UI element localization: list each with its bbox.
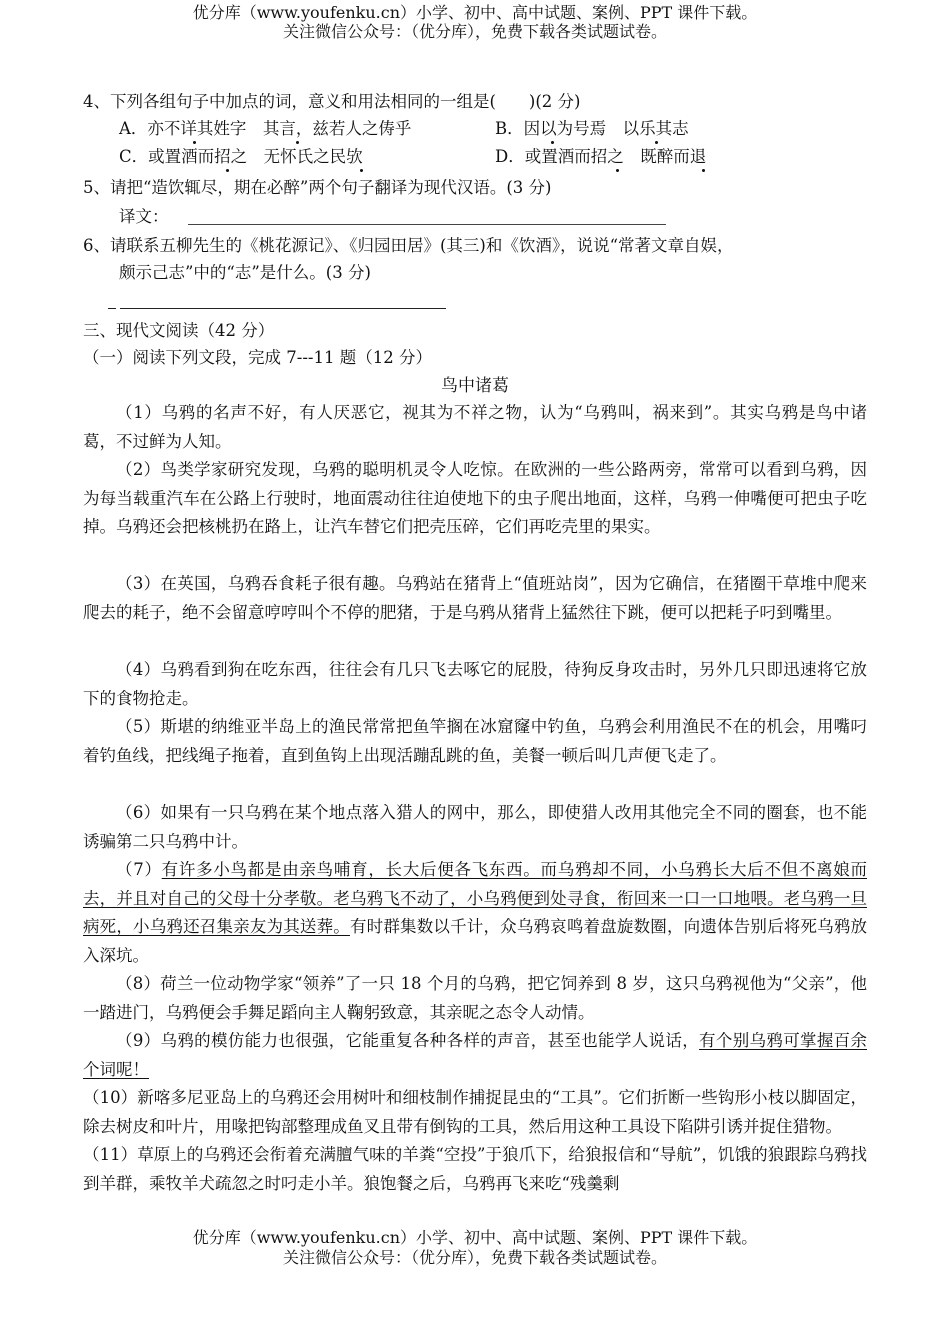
article-title: 鸟中诸葛 xyxy=(441,376,509,396)
emphasis-dot xyxy=(193,141,196,144)
q4-option-d: D．或置酒而招之 既醉而退 xyxy=(495,147,707,166)
paragraph-9 xyxy=(83,1027,867,1084)
header-line-1: 优分库（www.youfenku.cn）小学、初中、高中试题、案例、PPT 课件下载。 xyxy=(192,3,758,22)
section-heading: 三、现代文阅读（42 分） xyxy=(83,321,275,340)
q6-answer-line-start xyxy=(108,308,116,309)
paragraph-7-rest: 有时群集数以千计，众乌鸦哀鸣着盘旋数圈，向遗体告别后将死乌鸦放入深坑。 xyxy=(83,917,868,966)
paragraph-9-underlined: 有个别乌鸦可掌握百余个词呢！ xyxy=(83,1031,868,1079)
emphasis-dot xyxy=(655,141,658,144)
paragraph-2: （2）鸟类学家研究发现，乌鸦的聪明机灵令人吃惊。在欧洲的一些公路两旁，常常可以看到乌鸦，因为每当载重汽车在公路上行驶时，地面震动往往迫使地下的虫子爬出地面，这样，乌鸦一伸嘴便可把虫子吃掉。乌鸦还会把核桃扔在路上，让汽车替它们把壳压碎，它们再吃壳里的果实。 xyxy=(83,460,867,537)
paragraph-11: （11）草原上的乌鸦还会衔着充满膻气味的羊粪“空投”于狼爪下，给狼报信和“导航”，饥饿的狼跟踪乌鸦找到羊群，乘牧羊犬疏忽之时叼走小羊。狼饱餐之后，乌鸦再飞来吃“残羹剩 xyxy=(83,1145,867,1193)
paragraph-9-main: （9）乌鸦的模仿能力也很强，它能重复各种各样的声音，甚至也能学人说话， xyxy=(116,1031,700,1050)
emphasis-dot xyxy=(551,141,554,144)
q4-option-c: C．或置酒而招之 无怀氏之民欤 xyxy=(119,147,363,166)
paragraph-7-underlined: 有许多小鸟都是由亲鸟哺育，长大后便各飞东西。而乌鸦却不同，小乌鸦长大后不但不离娘而去，并且对自己的父母十分孝敬。老乌鸦飞不动了，小乌鸦便到处寻食，衔回来一口一口地喂。老乌鸦一旦病死，小乌鸦还召集亲友为其送葬。 xyxy=(83,860,868,937)
paragraph-4: （4）乌鸦看到狗在吃东西，往往会有几只飞去啄它的屁股，待狗反身攻击时，另外几只即迅速将它放下的食物抢走。 xyxy=(83,660,867,708)
paragraph-10: （10）新喀多尼亚岛上的乌鸦还会用树叶和细枝制作捕捉昆虫的“工具”。它们折断一些钩形小枝以脚固定，除去树皮和叶片，用喙把钩部整理成鱼叉且带有倒钩的工具，然后用这种工具设下陷阱引诱并捉住猎物。 xyxy=(83,1088,867,1136)
paragraph-8: （8）荷兰一位动物学家“领养”了一只 18 个月的乌鸦，把它饲养到 8 岁，这只乌鸦视他为“父亲”，他一踏进门，乌鸦便会手舞足蹈向主人鞠躬致意，其亲昵之态令人动情。 xyxy=(83,974,867,1022)
emphasis-dot xyxy=(226,169,229,172)
q4-option-a: A．亦不详其姓字 其言，兹若人之俦乎 xyxy=(119,119,412,138)
q6-stem-line-2: 颇示己志”中的“志”是什么。(3 分) xyxy=(119,263,371,282)
paragraph-1: （1）乌鸦的名声不好，有人厌恶它，视其为不祥之物，认为“乌鸦叫，祸来到”。其实乌鸦是鸟中诸葛，不过鲜为人知。 xyxy=(83,403,867,451)
q5-stem: 5、请把“造饮辄尽，期在必醉”两个句子翻译为现代汉语。(3 分) xyxy=(83,178,552,197)
emphasis-dot xyxy=(702,169,705,172)
paragraph-7-number: （7） xyxy=(116,860,162,879)
paragraph-7 xyxy=(83,856,867,971)
q4-stem: 4、下列各组句子中加点的词，意义和用法相同的一组是( )(2 分) xyxy=(83,92,581,111)
q6-answer-line xyxy=(120,308,446,309)
emphasis-dot xyxy=(360,169,363,172)
header-line-2: 关注微信公众号：（优分库），免费下载各类试题试卷。 xyxy=(282,22,667,41)
footer-line-2: 关注微信公众号：（优分库），免费下载各类试题试卷。 xyxy=(282,1248,667,1267)
q5-answer-label: 译文： xyxy=(119,207,169,226)
paragraph-6: （6）如果有一只乌鸦在某个地点落入猎人的网中，那么，即使猎人改用其他完全不同的圈套，也不能诱骗第二只乌鸦中计。 xyxy=(83,803,867,851)
q4-option-b: B．因以为号焉 以乐其志 xyxy=(495,119,689,138)
q5-answer-line xyxy=(188,224,666,225)
part-heading: （一）阅读下列文段，完成 7---11 题（12 分） xyxy=(83,348,432,367)
paragraph-3: （3）在英国，乌鸦吞食耗子很有趣。乌鸦站在猪背上“值班站岗”，因为它确信，在猪圈干草堆中爬来爬去的耗子，绝不会留意哼哼叫个不停的肥猪，于是乌鸦从猪背上猛然往下跳，便可以把耗子叼到嘴里。 xyxy=(83,574,867,622)
paragraph-5: （5）斯堪的纳维亚半岛上的渔民常常把鱼竿搁在冰窟窿中钓鱼，乌鸦会利用渔民不在的机会，用嘴叼着钓鱼线，把线绳子拖着，直到鱼钩上出现活蹦乱跳的鱼，美餐一顿后叫几声便飞走了。 xyxy=(83,717,867,765)
footer-line-1: 优分库（www.youfenku.cn）小学、初中、高中试题、案例、PPT 课件下载。 xyxy=(192,1228,758,1247)
q6-stem-line-1: 6、请联系五柳先生的《桃花源记》、《归园田居》(其三)和《饮酒》，说说“常著文章自娱， xyxy=(83,236,734,255)
emphasis-dot xyxy=(616,169,619,172)
emphasis-dot xyxy=(296,141,299,144)
